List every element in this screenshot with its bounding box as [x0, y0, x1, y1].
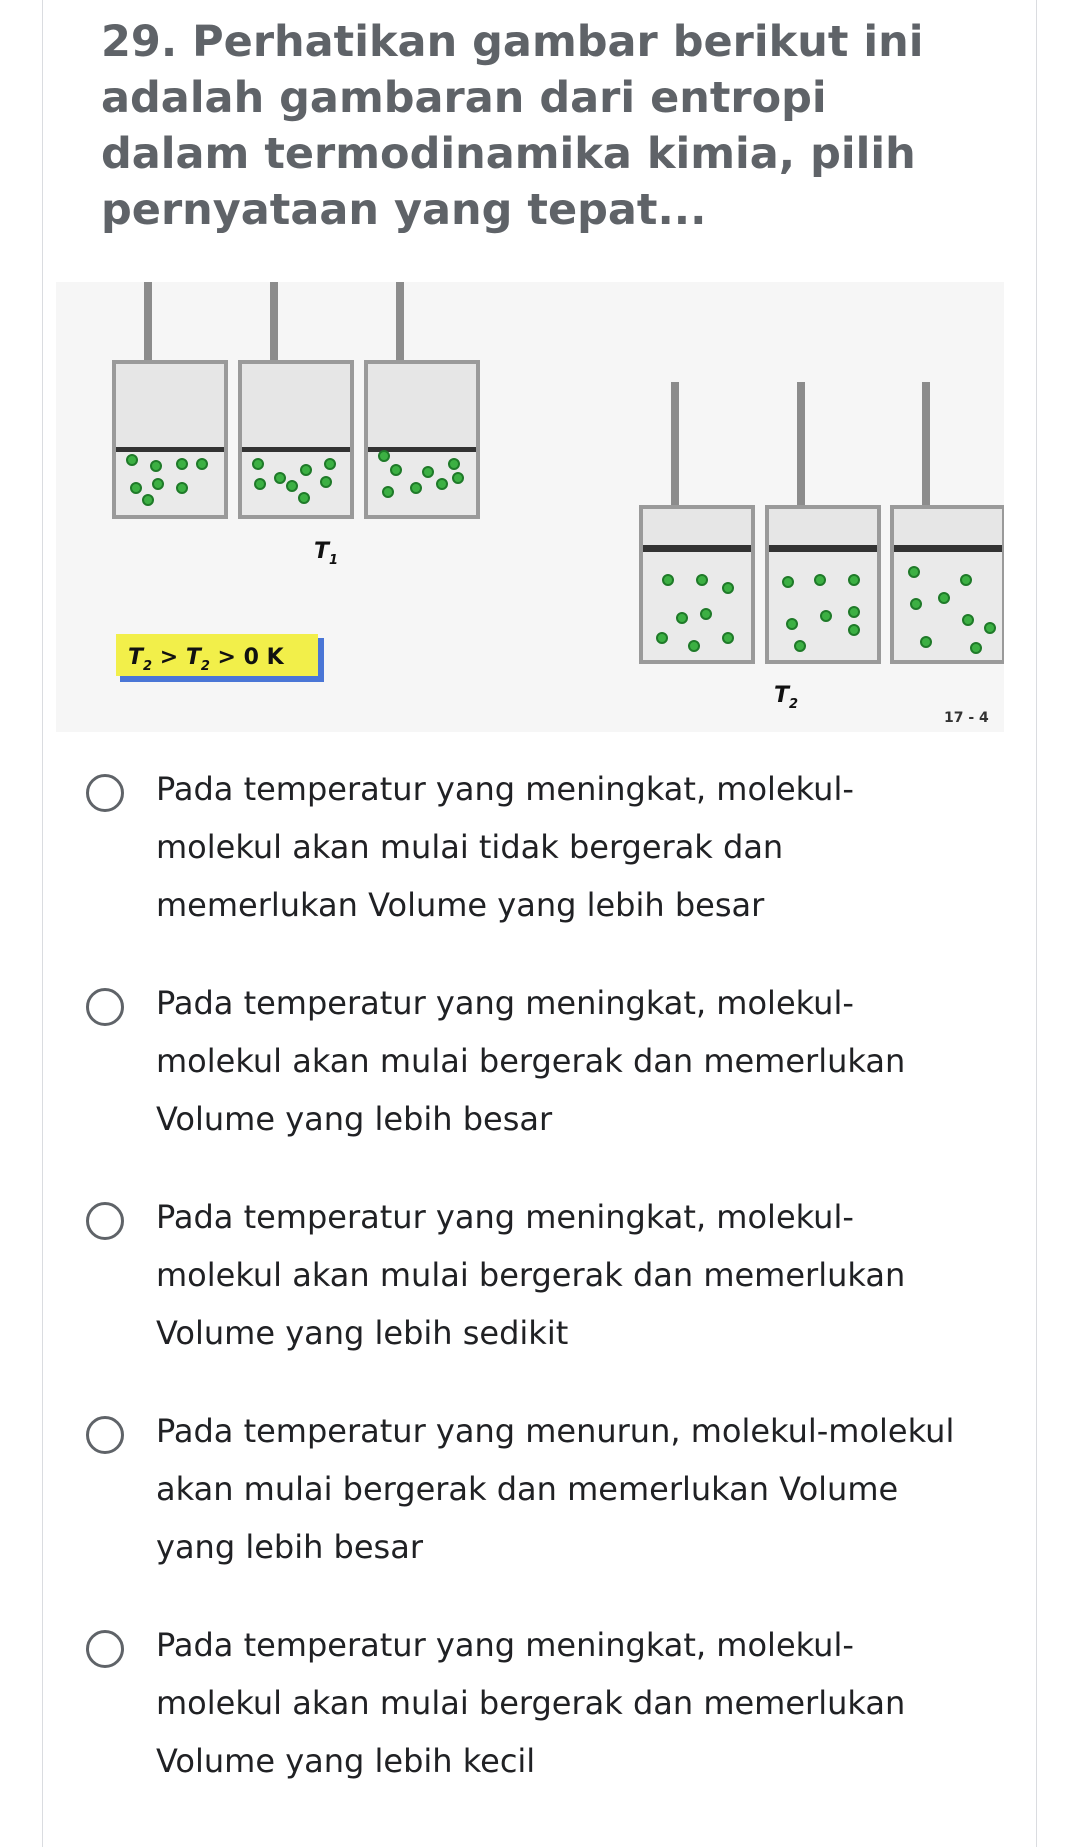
entropy-diagram: [56, 282, 1004, 732]
radio-button[interactable]: [86, 774, 124, 812]
question-title: 29. Perhatikan gambar berikut ini adalah gambaran dari entropi dalam termodinamika kimia, pilih pernyataan yang tepat...: [101, 17, 924, 235]
answer-option[interactable]: [86, 760, 986, 960]
piston-head: [116, 447, 224, 452]
option-label: Pada temperatur yang meningkat, molekul-molekul akan mulai tidak bergerak dan memerlukan Volume yang lebih besar: [156, 770, 854, 924]
cylinder: [892, 382, 1004, 662]
entropy-figure: [56, 282, 1004, 732]
radio-button[interactable]: [86, 1202, 124, 1240]
option-label: Pada temperatur yang meningkat, molekul-molekul akan mulai bergerak dan memerlukan Volume yang lebih sedikit: [156, 1198, 906, 1352]
option-label: Pada temperatur yang menurun, molekul-molekul akan mulai bergerak dan memerlukan Volume yang lebih besar: [156, 1412, 955, 1566]
cylinder: [114, 282, 226, 517]
gas-region: [769, 552, 877, 660]
cylinder-group-t2: [641, 382, 1004, 662]
option-label: Pada temperatur yang meningkat, molekul-molekul akan mulai bergerak dan memerlukan Volume yang lebih kecil: [156, 1626, 906, 1780]
option-label: Pada temperatur yang meningkat, molekul-molekul akan mulai bergerak dan memerlukan Volume yang lebih besar: [156, 984, 906, 1138]
radio-button[interactable]: [86, 1416, 124, 1454]
answer-option[interactable]: [86, 1188, 986, 1388]
temperature-inequality-badge: [116, 634, 324, 682]
cylinder-group-t1: [114, 282, 478, 517]
radio-button[interactable]: [86, 1630, 124, 1668]
piston-head: [769, 545, 877, 552]
figure-code: 17 - 4: [944, 710, 989, 726]
answer-option[interactable]: [86, 1616, 986, 1816]
piston-head: [643, 545, 751, 552]
cylinder: [641, 382, 753, 662]
answer-option[interactable]: [86, 1402, 986, 1602]
inequality-text: $T_2 > T_2 > 0$ K: [128, 645, 284, 674]
label-t2: $T_2$: [774, 683, 799, 712]
answer-option[interactable]: [86, 974, 986, 1174]
label-t1: $T_1$: [314, 539, 339, 568]
radio-button[interactable]: [86, 988, 124, 1026]
piston-head: [242, 447, 350, 452]
piston-head: [894, 545, 1002, 552]
